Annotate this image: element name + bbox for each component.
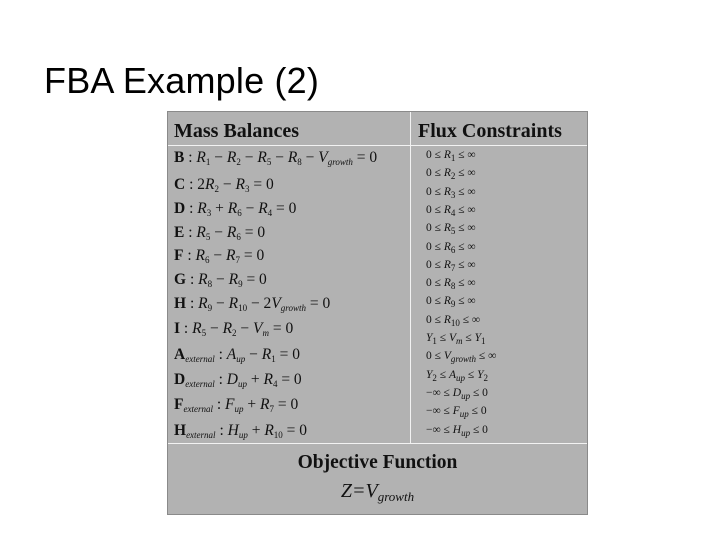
- objective-function-equation: [168, 480, 587, 503]
- flux-constraint-row: −∞ ≤ $D_{up} \le 0$: [426, 386, 488, 401]
- mass-balance-row: B : $R_1 - R_2 - R_5 - R_8 - V_{growth} = 0$: [174, 149, 378, 167]
- flux-constraint-row: −∞ ≤ $F_{up} \le 0$: [426, 405, 487, 420]
- flux-constraint-row: $Y_2 \le A_{up} \le Y_2$: [426, 368, 488, 383]
- fba-equations-figure: [167, 111, 588, 515]
- slide-title: FBA Example (2): [44, 60, 320, 101]
- flux-constraint-row: $0 \le R_8$ ≤ ∞: [426, 277, 476, 292]
- flux-constraint-row: $0 \le R_2$ ≤ ∞: [426, 167, 476, 182]
- flux-constraint-row: $0 \le R_6$ ≤ ∞: [426, 240, 476, 255]
- objective-function-header: Objective Function: [297, 452, 458, 473]
- flux-constraint-row: $0 \le R_4$ ≤ ∞: [426, 203, 476, 218]
- flux-constraint-row: $Y_1 \le V_m \le Y_1$: [426, 332, 486, 346]
- mass-balance-row: $F_{external}$ : $F_{up} + R_7 = 0$: [174, 396, 299, 414]
- column-divider: [410, 112, 411, 444]
- objective-divider: [168, 443, 587, 444]
- mass-balance-row: I : $R_5 - R_2 - V_m = 0$: [174, 320, 294, 338]
- flux-constraint-row: $0 \le R_1$ ≤ ∞: [426, 149, 476, 163]
- mass-balance-row: $A_{external}$ : $A_{up} - R_1 = 0$: [174, 346, 300, 364]
- flux-constraint-row: $0 \le R_7$ ≤ ∞: [426, 258, 476, 273]
- flux-constraint-row: $0 \le R_3$ ≤ ∞: [426, 185, 476, 200]
- mass-balances-header: Mass Balances: [174, 120, 299, 142]
- mass-balance-row: H : $R_9 - R_{10} - 2V_{growth} = 0$: [174, 295, 331, 313]
- flux-constraint-row: −∞ ≤ $H_{up} \le 0$: [426, 423, 488, 438]
- mass-balance-row: E : $R_5 - R_6 = 0$: [174, 224, 266, 242]
- header-divider: [168, 145, 587, 146]
- mass-balance-row: F : $R_6 - R_7 = 0$: [174, 247, 265, 265]
- mass-balance-row: G : $R_8 - R_9 = 0$: [174, 271, 267, 289]
- flux-constraint-row: $0 \le V_{growth}$ ≤ ∞: [426, 350, 497, 365]
- mass-balance-row: D : $R_3 + R_6 - R_4 = 0$: [174, 200, 297, 218]
- objective-z: $Z=V_{growth}$: [340, 480, 415, 504]
- flux-constraints-header: Flux Constraints: [418, 120, 562, 142]
- mass-balance-row: $D_{external}$ : $D_{up} + R_4 = 0$: [174, 371, 302, 389]
- mass-balance-row: $H_{external}$ : $H_{up} + R_{10} = 0$: [174, 422, 308, 440]
- mass-balance-row: C : $2R_2 - R_3 = 0$: [174, 176, 274, 194]
- flux-constraint-row: $0 \le R_9$ ≤ ∞: [426, 295, 476, 310]
- flux-constraint-row: $0 \le R_{10}$ ≤ ∞: [426, 313, 481, 328]
- flux-constraint-row: $0 \le R_5$ ≤ ∞: [426, 222, 476, 237]
